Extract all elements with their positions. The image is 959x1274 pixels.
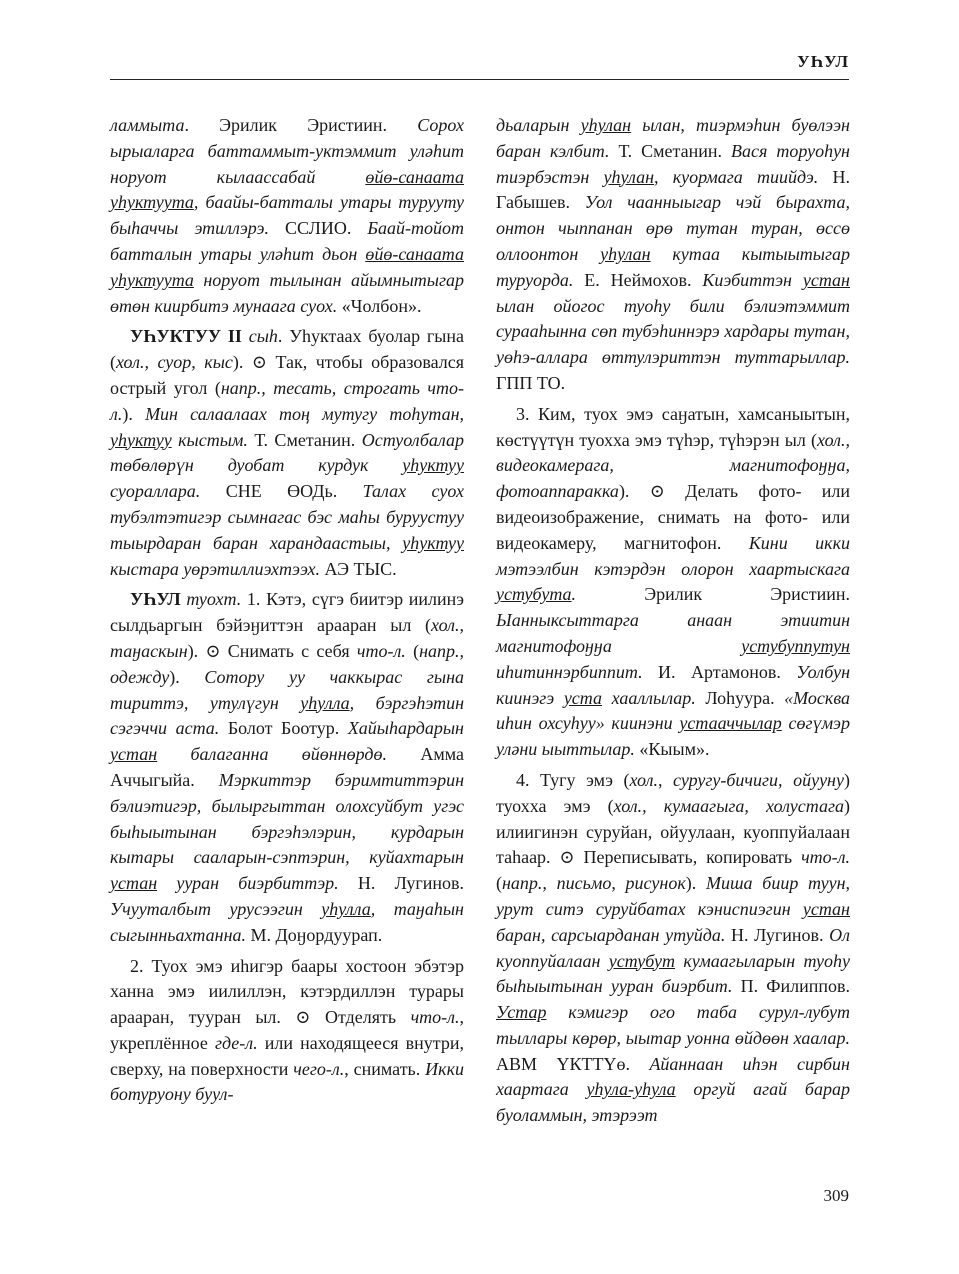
paragraph: УҺУКТУУ II сыh. Уһуктаах буолар гына (хол., суор, кыс). ⊙ Так, чтобы образовался острый угол (напр., тесать, строгать что-л.). Мин салаалаах тоӊ мутугу тоhутан, уһуктуу кыстым. Т. Сметанин. Остуолбалар төбөлөрүн дуобат курдук уһуктуу суораллара. СНЕ ӨОДь. Талах суох тубэлтэтигэр сымнагас бэс маhы буруустуу тыырдаран баран харандаастыы, уһуктуу кыстара уөрэтиллиэхтээх. АЭ ТЫС.: [110, 326, 465, 579]
right-column: [496, 113, 850, 1134]
left-column: [110, 113, 464, 1113]
running-head: УҺУЛ: [797, 52, 849, 71]
paragraph: дьаларын уһулан ылан, тиэрмэhин буөлээн баран кэлбит. Т. Сметанин. Вася торуоhун тиэрбэстэн уһулан, куормага тиийдэ. Н. Габышев. Уол чаанныыгар чэй бырахта, онтон чыппанан өрө тутан туран, өссө оллоонтон уһулан кутаа кытыытыгар туруорда. Е. Неймохов. Киэбиттэн устан ылан ойогос туоhу били бэлиэтэммит сурааhынна сөп тубэhиннэрэ хардары тутан, уөhэ-аллара өттулэриттэн туттарыллар. ГПП ТО.: [496, 115, 851, 393]
paragraph: 2. Туох эмэ иhигэр баары хостоон эбэтэр ханна эмэ иилиллэн, кэтэрдиллэн турары арааран, тууран ыл. ⊙ Отделять что-л., укреплённое где-л. или находящееся внутри, сверху, на поверхности чего-л., снимать. Икки ботуруону буул-: [110, 955, 465, 1105]
paragraph: 3. Ким, туох эмэ саӈатын, хамсаныытын, көстүүтүн туохха эмэ түhэр, түhэрэн ыл (хол., видеокамерага, магнитофоӈӈа, фотоаппаракка). ⊙ Делать фото- или видеоизображение, снимать на фото- или видеокамеру, магнитофон. Кини икки мэтээлбин кэтэрдэн олорон хаартыскага устубута. Эрилик Эристиин. Ыанныксыттарга анаан этиитин магнитофоӈӈа устубуппутун иhитиннэрбиппит. И. Артамонов. Уолбун киинэгэ уста хааллылар. Лоhуура. «Москва иhин охсуhуу» киинэни устааччылар сөгүмэр уләни ыыттылар. «Кыым».: [496, 403, 851, 760]
paragraph: 4. Тугу эмэ (хол., суругу-бичиги, ойууну) туохха эмэ (хол., кумаагыга, холустага) илиигинэн суруйан, ойуулаан, куоппуйалаан таhаар. ⊙ Переписывать, копировать что-л. (напр., письмо, рисунок). Миша биир туун, урут ситэ суруйбатах кэниспиэгин устан баран, сарсыардaнан утуйда. Н. Лугинов. Ол куоппуйалаан устубут кумаагыларын туоhу быhыытынан ууран биэрбит. П. Филиппов. Устар кэмигэр ого таба сурул-лубут тыллары көрөр, ыытар уонна өйдөөн хаалар. АВМ ҮКТТҮө. Айаннаан иhэн сирбин хаартага уhула-уhула оргуй агай барар буоламмын, этэрээт: [496, 769, 850, 1126]
paragraph: ламмыта. Эрилик Эристиин. Сорох ырыаларга баттаммыт-уктэммит уләһит норуот кылааccабай өйө-санаата уһуктуута, баайы-батталы утары турууту быһаччы этиллэрэ. ССЛИО. Баай-тойот батталын утары уләһит дьон өйө-санаата уһуктуута норуот тылынан айымнытыгар өтөн киирбитэ мунаага суох. «Чолбон».: [110, 115, 464, 316]
header-rule: [110, 79, 849, 80]
paragraph: УҺУЛ туохт. 1. Кэтэ, сүгэ биитэр иилинэ сылдьаргын бэйэӈиттэн арааран ыл (хол., таӈаскын). ⊙ Снимать с себя что-л. (напр., одежду). Сотору уу чаккырас гына тириттэ, утулүгун уһулла, бэргэhэтин сэгэччи аста. Болот Боотур. Хайыhардарын устан балаганна өйөннөрдө. Амма Аччыгыйа. Мэркиттэр бэримmиттэрин бэлиэтигэр, былыргыттан олохсуйбут угэс быhыытынан бэргэhэлэрин, курдарын кытары сааларын-сэптэрин, куйахтарын устан ууран биэрбиттэр. Н. Лугинов. Учуутaлбыт урусээгин уһулла, таӈаhын сыгынньахтанна. М. Доӈордуурап.: [110, 589, 465, 945]
page-number: 309: [823, 1186, 849, 1205]
